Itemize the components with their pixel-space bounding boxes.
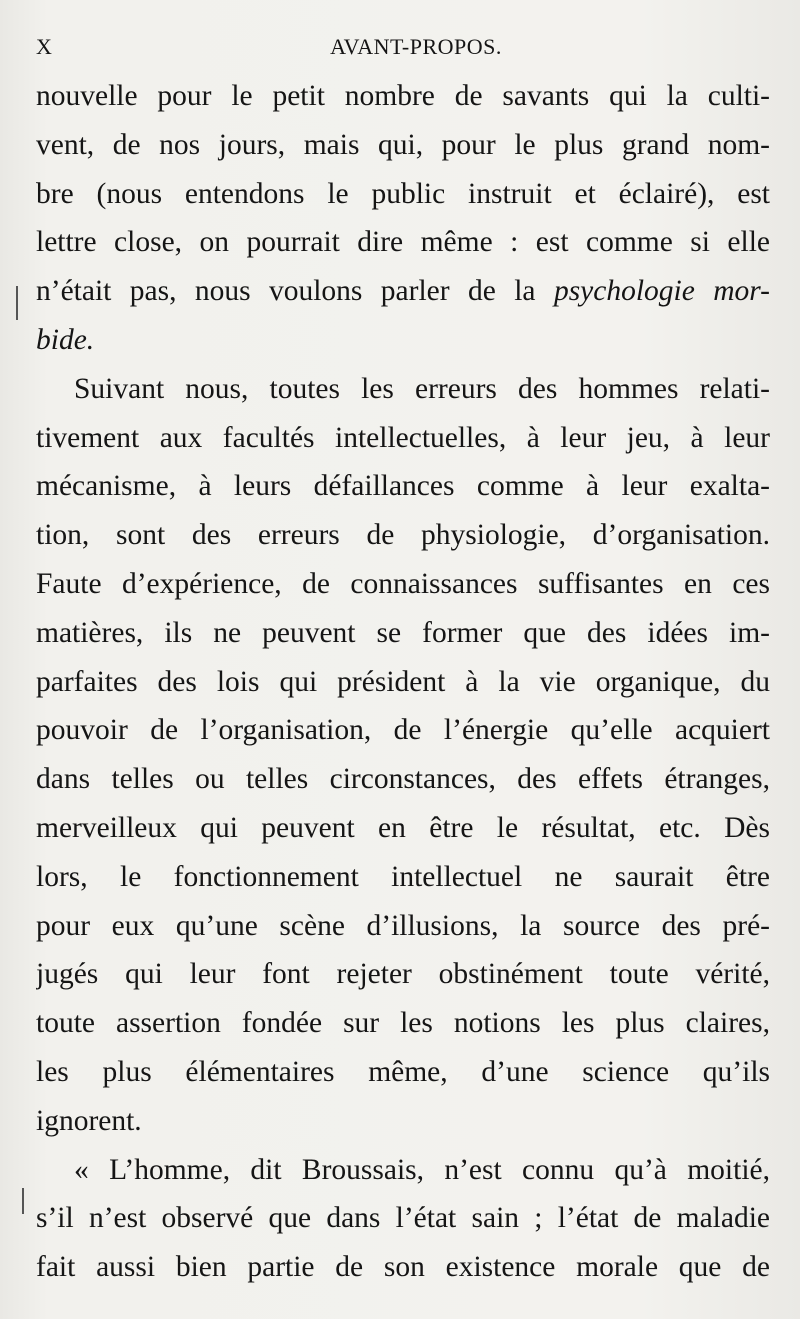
text-line: parfaites des lois qui président à la vie organique, du [36,665,770,698]
text-line: toute assertion fondée sur les notions les plus claires, [36,1007,770,1040]
text-line: tivement aux facultés intellectuelles, à leur jeu, à leur [36,421,770,454]
running-title: AVANT-PROPOS. [330,34,502,59]
margin-mark [22,1188,24,1214]
margin-mark [16,286,18,320]
paragraph-start-line: « L’homme, dit Broussais, n’est connu qu’à moitié, [74,1153,770,1186]
text-line [36,267,770,316]
text-line: pouvoir de l’organisation, de l’énergie qu’elle acquiert [36,714,770,747]
text-line: vent, de nos jours, mais qui, pour le plus grand nom- [36,128,770,161]
text-line: bre (nous entendons le public instruit et éclairé), est [36,177,770,210]
text-line: jugés qui leur font rejeter obstinément toute vérité, [36,958,770,991]
text-line: dans telles ou telles circonstances, des effets étranges, [36,763,770,796]
text-line: mécanisme, à leurs défaillances comme à leur exalta- [36,470,770,503]
italic-term: bide. [36,323,95,356]
text-line: merveilleux qui peuvent en être le résultat, etc. Dès [36,811,770,844]
text-line: tion, sont des erreurs de physiologie, d’organisation. [36,519,770,552]
body-text [36,72,770,1292]
text-line: matières, ils ne peuvent se former que des idées im- [36,616,770,649]
paragraph-start-line: Suivant nous, toutes les erreurs des hommes relati- [74,372,770,405]
text-line: s’il n’est observé que dans l’état sain ; l’état de maladie [36,1202,770,1235]
text-line: les plus élémentaires même, d’une science qu’ils [36,1055,770,1088]
text-line [36,316,770,365]
page-number: X [36,34,53,59]
text-line: lettre close, on pourrait dire même : est comme si elle [36,226,770,259]
text-line: pour eux qu’une scène d’illusions, la source des pré- [36,909,770,942]
text-line: ignorent. [36,1104,142,1137]
text-segment: n’était pas, nous voulons parler de la [36,275,536,308]
running-head [36,34,774,64]
text-line: Faute d’expérience, de connaissances suffisantes en ces [36,567,770,600]
text-line: fait aussi bien partie de son existence morale que de [36,1251,770,1284]
text-line: nouvelle pour le petit nombre de savants qui la culti- [36,80,770,112]
text-line: lors, le fonctionnement intellectuel ne saurait être [36,860,770,893]
italic-term: psychologie mor- [553,275,770,308]
